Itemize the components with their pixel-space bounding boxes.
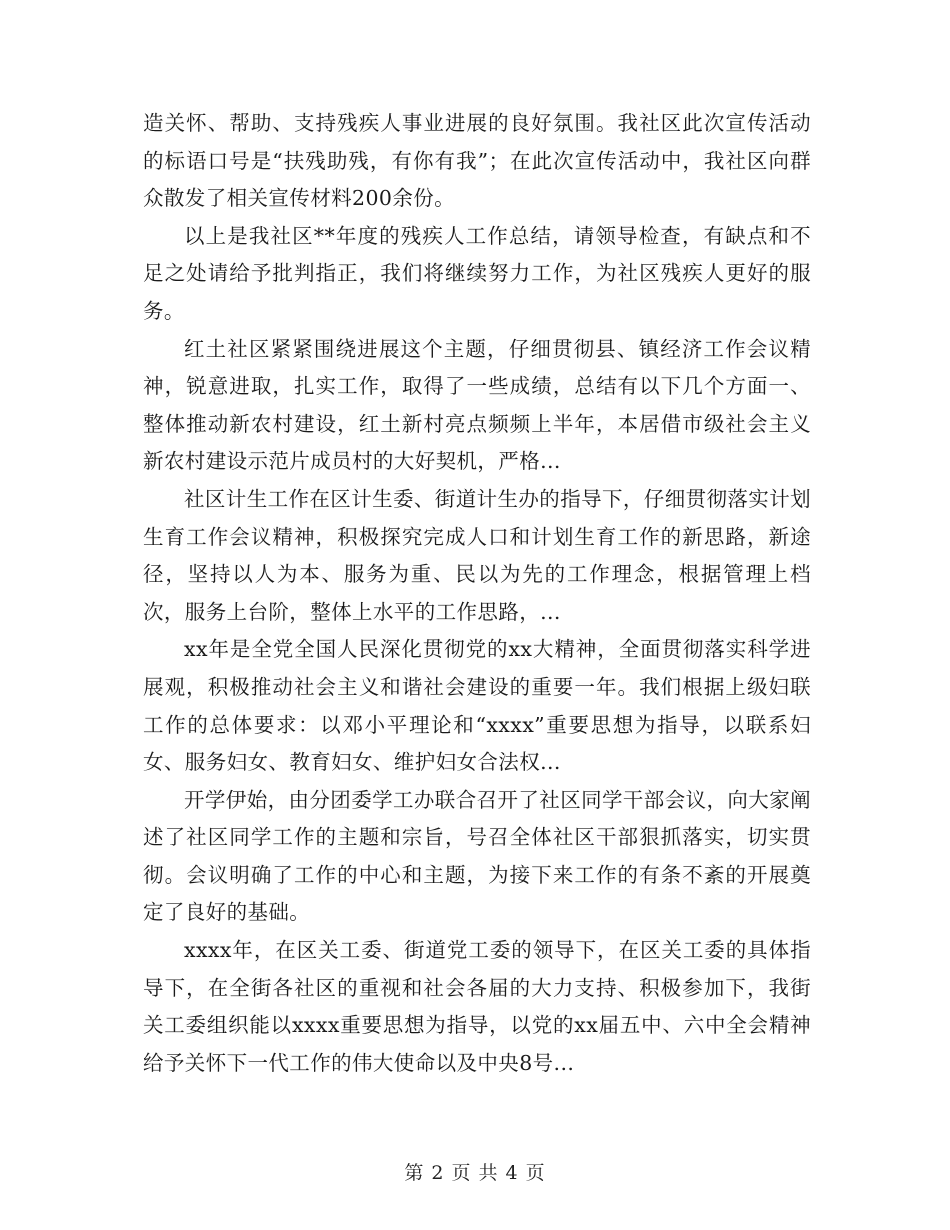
document-body	[143, 105, 811, 1082]
paragraph-2: 以上是我社区**年度的残疾人工作总结，请领导检查，有缺点和不足之处请给予批判指正，我们将继续努力工作，为社区残疾人更好的服务。	[143, 223, 811, 323]
paragraph-1: 造关怀、帮助、支持残疾人事业进展的良好氛围。我社区此次宣传活动的标语口号是“扶残助残，有你有我”；在此次宣传活动中，我社区向群众散发了相关宣传材料200余份。	[143, 111, 811, 211]
paragraph-7: xxxx年，在区关工委、街道党工委的领导下，在区关工委的具体指导下，在全街各社区的重视和社会各届的大力支持、积极参加下，我街关工委组织能以xxxx重要思想为指导，以党的xx届五中、六中全会精神给予关怀下一代工作的伟大使命以及中央8号...	[143, 938, 811, 1075]
paragraph-4: 社区计生工作在区计生委、街道计生办的指导下，仔细贯彻落实计划生育工作会议精神，积极探究完成人口和计划生育工作的新思路，新途径，坚持以人为本、服务为重、民以为先的工作理念，根据管理上档次，服务上台阶，整体上水平的工作思路，...	[143, 486, 811, 624]
paragraph-3: 红土社区紧紧围绕进展这个主题，仔细贯彻县、镇经济工作会议精神，锐意进取，扎实工作，取得了一些成绩，总结有以下几个方面一、整体推动新农村建设，红土新村亮点频频上半年，本居借市级社会主义新农村建设示范片成员村的大好契机，严格...	[143, 336, 811, 474]
paragraph-5: xx年是全党全国人民深化贯彻党的xx大精神，全面贯彻落实科学进展观，积极推动社会主义和谐社会建设的重要一年。我们根据上级妇联工作的总体要求：以邓小平理论和“xxxx”重要思想为指导，以联系妇女、服务妇女、教育妇女、维护妇女合法权...	[143, 637, 811, 775]
paragraph-6: 开学伊始，由分团委学工办联合召开了社区同学干部会议，向大家阐述了社区同学工作的主题和宗旨，号召全体社区干部狠抓落实，切实贯彻。会议明确了工作的中心和主题，为接下来工作的有条不紊的开展奠定了良好的基础。	[143, 787, 811, 925]
page-number-footer: 第 2 页 共 4 页	[404, 1162, 546, 1184]
